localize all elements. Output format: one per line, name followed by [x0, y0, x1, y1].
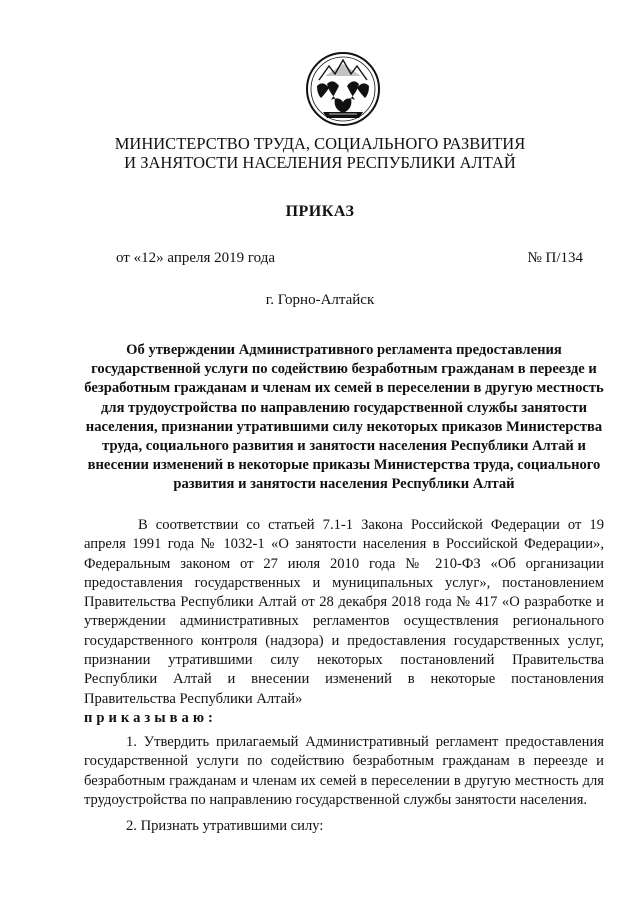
- document-type: ПРИКАЗ: [285, 203, 355, 220]
- document-subject: Об утверждении Административного регламента предоставления государственной услуги по содействию безработным гражданам в переезде и безработным гражданам и членам их семей в переселении в другую местность для трудоустройства по направлению государственной службы занятости населения, признании утратившими силу некоторых приказов Министерства труда, социального развития и занятости населения Республики Алтай и внесении изменений в некоторые приказы Министерства труда, социального развития и занятости населения Республики Алтай: [84, 342, 604, 493]
- order-word: приказываю:: [84, 709, 217, 726]
- ministry-line-2: И ЗАНЯТОСТИ НАСЕЛЕНИЯ РЕСПУБЛИКИ АЛТАЙ: [124, 153, 516, 172]
- document-number: № П/134: [527, 250, 583, 266]
- preamble-paragraph: [84, 516, 604, 728]
- ministry-line-1: МИНИСТЕРСТВО ТРУДА, СОЦИАЛЬНОГО РАЗВИТИЯ: [114, 134, 526, 153]
- ministry-name: [0, 134, 640, 172]
- document-date: от «12» апреля 2019 года: [116, 250, 276, 266]
- preamble-text: В соответствии со статьей 7.1-1 Закона Российской Федерации от 19 апреля 1991 года № 1032-1 «О занятости населения в Российской Федерации», Федеральным законом от 27 июля 2010 года № 210-ФЗ «Об организации предоставления государственных и муниципальных услуг», постановлением Правительства Республики Алтай от 28 декабря 2018 года № 417 «О разработке и утверждении административных регламентов осуществления регионального государственного контроля (надзора) и предоставления государственных услуг, признании утратившими силу некоторых постановлений Правительства Республики Алтай и внесении изменений в некоторые постановления Правительства Республики Алтай»: [84, 517, 604, 707]
- order-item-2: 2. Признать утратившими силу:: [126, 818, 324, 834]
- order-item-1: 1. Утвердить прилагаемый Административный регламент предоставления государственной услуги по содействию безработным гражданам в переезде и безработным гражданам и членам их семей в переселении в другую местность для трудоустройства по направлению государственной службы занятости населения.: [84, 734, 604, 808]
- coat-of-arms-icon: [305, 50, 381, 128]
- document-city: г. Горно-Алтайск: [265, 292, 375, 308]
